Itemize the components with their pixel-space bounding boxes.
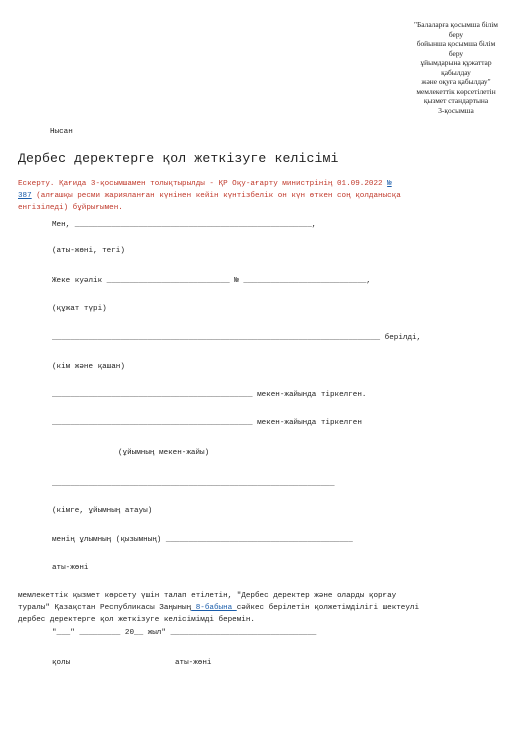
stamp-line: 3-қосымша xyxy=(438,105,474,115)
stamp-line: ұйымдарына құжаттар xyxy=(420,58,492,67)
consent-text: дербес деректерге қол жеткізуге келісімімді беремін. xyxy=(18,616,255,624)
issued-line: ________________________________________________________________________ берілді, xyxy=(52,334,422,342)
order-number-link[interactable]: 387 xyxy=(18,192,32,200)
issued-by-caption: (кім және қашан) xyxy=(52,363,125,371)
note-text: Ескерту. Қағида 3-қосымшамен толықтырылды - ҚР Оқу-ағарту министрінің 01.09.2022 xyxy=(18,180,388,188)
stamp-line: қабылдау xyxy=(441,67,471,77)
org-address-caption: (ұйымның мекен-жайы) xyxy=(118,449,210,457)
doc-type-caption: (құжат түрі) xyxy=(52,305,107,313)
recipient-caption: (кімге, ұйымның атауы) xyxy=(52,507,153,515)
signature-label: қолы xyxy=(52,659,71,667)
stamp-line: мемлекеттік көрсетілетін xyxy=(416,86,496,96)
stamp-line: қызмет стандартына xyxy=(423,96,489,105)
name-caption: (аты-жөні, тегі) xyxy=(52,247,125,255)
registered-address-line: ____________________________________________ мекен-жайында тіркелген xyxy=(52,419,362,427)
date-line: "___" _________ 20__ жыл" ________________________________ xyxy=(52,629,317,637)
id-document-line: Жеке куәлік ___________________________ № ___________________________, xyxy=(52,277,371,285)
stamp-line: беру xyxy=(448,48,464,58)
consent-text: туралы" Қазақстан Республикасы Заңының xyxy=(18,604,192,612)
note-text: енгізіледі) бұйрығымен. xyxy=(18,204,123,212)
note-text: (алғашқы ресми жарияланған күнінен кейін күнтізбелік он күн өткен соң қолданысқа xyxy=(31,192,401,200)
article-8-link[interactable]: 8-бабына xyxy=(191,604,237,612)
stamp-line: "Балаларға қосымша білім xyxy=(414,20,498,29)
order-link[interactable]: № xyxy=(387,180,392,188)
consent-paragraph xyxy=(18,590,518,626)
registered-address-line: ____________________________________________ мекен-жайында тіркелген. xyxy=(52,391,367,399)
child-name-caption: аты-жөні xyxy=(52,564,89,572)
applicant-name-line: Мен, ____________________________________________________, xyxy=(52,221,317,229)
stamp-line: бойынша қосымша білім xyxy=(416,39,496,48)
standard-appendix-stamp xyxy=(392,20,520,115)
consent-text: мемлекеттік қызмет көрсету үшін талап етілетін, "Дербес деректер және оларды қорғау xyxy=(18,592,397,600)
signer-name-label: аты-жөні xyxy=(175,659,212,667)
page-title: Дербес деректерге қол жеткізуге келісімі xyxy=(18,151,339,166)
form-label: Нысан xyxy=(50,128,73,136)
consent-text: сәйкес берілетін қолжетімділігі шектеулі xyxy=(236,604,420,612)
blank-line: ______________________________________________________________ xyxy=(52,480,335,488)
stamp-line: беру xyxy=(448,29,464,39)
stamp-line: және оқуға қабылдау" xyxy=(421,77,491,86)
amendment-note xyxy=(18,178,518,214)
child-name-line: менің ұлымның (қызымның) _________________________________________ xyxy=(52,536,353,544)
